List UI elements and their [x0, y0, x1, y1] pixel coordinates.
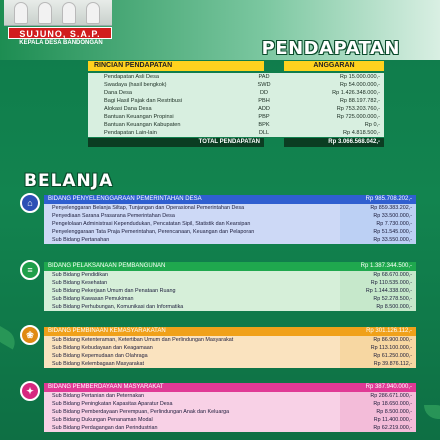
- pendapatan-row: [88, 81, 384, 89]
- pendapatan-row: [88, 97, 384, 105]
- pendapatan-code: PBH: [244, 97, 284, 105]
- section-row-value: Rp 33.500.000,-: [340, 212, 416, 220]
- pendapatan-label: Bantuan Keuangan Kabupaten: [88, 121, 244, 129]
- pendapatan-value: Rp 1.426.348.000,-: [284, 89, 384, 97]
- pendapatan-code: PBP: [244, 113, 284, 121]
- section-row: [44, 336, 420, 344]
- section-row-label: Sub Bidang Kebudayaan dan Keagamaan: [44, 344, 340, 352]
- section-value: Rp 387.940.000,-: [340, 383, 416, 392]
- section-row-value: Rp 7.730.000,-: [340, 220, 416, 228]
- section-row-label: Sub Bidang Perdagangan dan Perindustrian: [44, 424, 340, 432]
- official-photo: [4, 0, 112, 26]
- pendapatan-label: Bantuan Keuangan Propinsi: [88, 113, 244, 121]
- official-position: KEPALA DESA BANDONGAN: [19, 40, 103, 46]
- col-amount: ANGGARAN: [284, 61, 384, 71]
- section-row-label: Sub Bidang Kepemudaan dan Olahraga: [44, 352, 340, 360]
- section-row: [44, 228, 420, 236]
- section-row-label: Sub Bidang Kawasan Pemukiman: [44, 295, 340, 303]
- section-row: [44, 271, 420, 279]
- pendapatan-code: DD: [244, 89, 284, 97]
- pendapatan-row: [88, 73, 384, 81]
- section-row-value: Rp 8.500.000,-: [340, 303, 416, 311]
- leaf-decoration: [0, 324, 20, 349]
- section-row-label: Penyelenggaran Belanja Siltap, Tunjangan dan Operasional Pemerintahan Desa: [44, 204, 340, 212]
- section-row-value: Rp 52.278.500,-: [340, 295, 416, 303]
- section-row-value: Rp 11.400.000,-: [340, 416, 416, 424]
- pendapatan-label: Pendapatan Asli Desa: [88, 73, 244, 81]
- section-row: [44, 279, 420, 287]
- pendapatan-code: ADD: [244, 105, 284, 113]
- section-row-value: Rp 8.500.000,-: [340, 408, 416, 416]
- pendapatan-value: Rp 4.818.500,-: [284, 129, 384, 137]
- pendapatan-label: Swadaya (hasil bengkok): [88, 81, 244, 89]
- pendapatan-value: Rp 725.000.000,-: [284, 113, 384, 121]
- section-row-value: Rp 62.219.000,-: [340, 424, 416, 432]
- person-figure: [86, 2, 100, 24]
- section-row-value: Rp 1.144.338.000,-: [340, 287, 416, 295]
- section-row-label: Sub Bidang Kelembagaan Masyarakat: [44, 360, 340, 368]
- section-row: [44, 424, 420, 432]
- section-row: [44, 295, 420, 303]
- official-name: SUJUNO, S.A.P.: [8, 27, 112, 39]
- section-title: BIDANG PEMBERDAYAAN MASYARAKAT: [44, 383, 340, 392]
- section-row-label: Sub Bidang Pendidikan: [44, 271, 340, 279]
- section-header: [44, 383, 420, 392]
- pendapatan-code: DLL: [244, 129, 284, 137]
- section-row-label: Sub Bidang Pekerjaan Umum dan Penataan Ruang: [44, 287, 340, 295]
- pendapatan-code: SWD: [244, 81, 284, 89]
- section-row: [44, 212, 420, 220]
- government-building-icon: ⌂: [20, 193, 40, 213]
- section-row: [44, 416, 420, 424]
- section-title: BIDANG PEMBINAAN KEMASYARAKATAN: [44, 327, 340, 336]
- section-row-value: Rp 110.535.000,-: [340, 279, 416, 287]
- total-value: Rp 3.066.568.042,-: [284, 138, 384, 147]
- section-row: [44, 400, 420, 408]
- pendapatan-value: Rp 753.203.760,-: [284, 105, 384, 113]
- section-title: BIDANG PELAKSANAAN PEMBANGUNAN: [44, 262, 340, 271]
- section-value: Rp 301.126.112,-: [340, 327, 416, 336]
- belanja-title: BELANJA: [24, 171, 114, 191]
- section-row-value: Rp 86.900.000,-: [340, 336, 416, 344]
- pendapatan-label: Dana Desa: [88, 89, 244, 97]
- pendapatan-row: [88, 129, 384, 137]
- section-value: Rp 985.708.202,-: [340, 195, 416, 204]
- section-row-label: Sub Bidang Kesehatan: [44, 279, 340, 287]
- pendapatan-value: Rp 0,-: [284, 121, 384, 129]
- section-title: BIDANG PENYELENGGARAAN PEMERINTAHAN DESA: [44, 195, 340, 204]
- pendapatan-table: [88, 61, 384, 147]
- pendapatan-row: [88, 89, 384, 97]
- section-row-label: Sub Bidang Pertanahan: [44, 236, 340, 244]
- section-value: Rp 1.387.344.500,-: [340, 262, 416, 271]
- belanja-section: [20, 262, 420, 311]
- section-row-label: Sub Bidang Peningkatan Kapasitas Aparatur Desa: [44, 400, 340, 408]
- section-row-label: Sub Bidang Ketenteraman, Ketertiban Umum dan Perlindungan Masyarakat: [44, 336, 340, 344]
- pendapatan-label: Alokasi Dana Desa: [88, 105, 244, 113]
- col-detail: RINCIAN PENDAPATAN: [88, 61, 264, 71]
- section-row-label: Sub Bidang Pemberdayaan Perempuan, Perlindungan Anak dan Keluarga: [44, 408, 340, 416]
- section-row: [44, 287, 420, 295]
- section-row-value: Rp 39.876.112,-: [340, 360, 416, 368]
- section-header: [44, 327, 420, 336]
- section-header: [44, 262, 420, 271]
- pendapatan-total-row: [88, 138, 384, 147]
- total-label: TOTAL PENDAPATAN: [88, 138, 264, 147]
- pendapatan-row: [88, 121, 384, 129]
- section-row: [44, 236, 420, 244]
- pendapatan-row: [88, 113, 384, 121]
- section-row-value: Rp 859.383.202,-: [340, 204, 416, 212]
- section-row-value: Rp 51.545.000,-: [340, 228, 416, 236]
- section-header: [44, 195, 420, 204]
- section-row: [44, 344, 420, 352]
- section-row-label: Penyelenggaraan Tata Praja Pemerintahan, Perencanaan, Keuangan dan Pelaporan: [44, 228, 340, 236]
- section-row-value: Rp 33.550.000,-: [340, 236, 416, 244]
- section-row: [44, 352, 420, 360]
- leaf-decoration: [424, 405, 440, 419]
- section-row-label: Sub Bidang Pertanian dan Peternakan: [44, 392, 340, 400]
- pendapatan-code: BPK: [244, 121, 284, 129]
- person-figure: [38, 2, 52, 24]
- section-row-value: Rp 113.100.000,-: [340, 344, 416, 352]
- pendapatan-title: PENDAPATAN: [261, 38, 400, 59]
- section-row: [44, 204, 420, 212]
- pendapatan-value: Rp 54.000.000,-: [284, 81, 384, 89]
- person-figure: [62, 2, 76, 24]
- belanja-section: [20, 195, 420, 244]
- section-row-value: Rp 18.650.000,-: [340, 400, 416, 408]
- person-figure: [14, 2, 28, 24]
- section-row-value: Rp 61.250.000,-: [340, 352, 416, 360]
- section-row-label: Sub Bidang Dukungan Penanaman Modal: [44, 416, 340, 424]
- belanja-section: [20, 327, 420, 368]
- pendapatan-value: Rp 88.197.782,-: [284, 97, 384, 105]
- pendapatan-value: Rp 15.000.000,-: [284, 73, 384, 81]
- section-row: [44, 392, 420, 400]
- section-row-label: Penyediaan Sarana Prasarana Pemerintahan Desa: [44, 212, 340, 220]
- section-row-value: Rp 68.670.000,-: [340, 271, 416, 279]
- pendapatan-header: [88, 61, 384, 71]
- section-row-label: Pengelolaan Administrasi Kependudukan, Pencatatan Sipil, Statistik dan Kearsipan: [44, 220, 340, 228]
- road-icon: ≡: [20, 260, 40, 280]
- section-row: [44, 220, 420, 228]
- belanja-section: [20, 383, 420, 432]
- section-row: [44, 408, 420, 416]
- community-icon: ❀: [20, 325, 40, 345]
- section-row-value: Rp 286.671.000,-: [340, 392, 416, 400]
- pendapatan-code: PAD: [244, 73, 284, 81]
- empowerment-icon: ✦: [20, 381, 40, 401]
- section-row: [44, 360, 420, 368]
- pendapatan-row: [88, 105, 384, 113]
- section-row: [44, 303, 420, 311]
- pendapatan-label: Pendapatan Lain-lain: [88, 129, 244, 137]
- section-row-label: Sub Bidang Perhubungan, Komunikasi dan Informatika: [44, 303, 340, 311]
- pendapatan-label: Bagi Hasil Pajak dan Restribusi: [88, 97, 244, 105]
